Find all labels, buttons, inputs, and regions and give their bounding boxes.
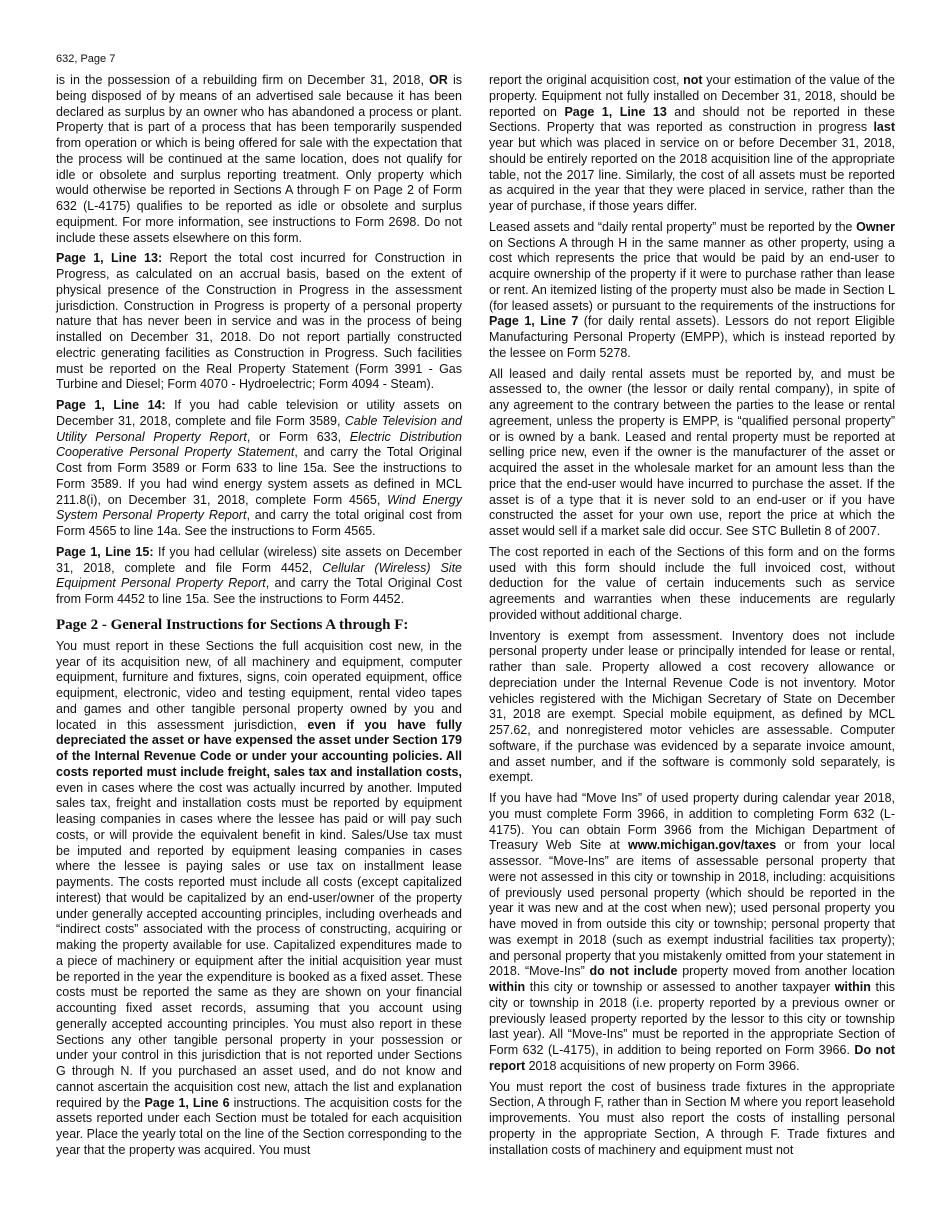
paragraph-line-15: Page 1, Line 15: If you had cellular (wireless) site assets on December 31, 2018, complete and file Form 4452, Cellular (Wireless) Site Equipment Personal Property Report, and carry the Total Original Cost from Form 4452 to line 15a. See the instructions to Form 4452. bbox=[56, 544, 463, 606]
paragraph-line-13: Page 1, Line 13: Report the total cost incurred for Construction in Progress, as calculated on an accrual basis, based on the extent of physical presence of the Construction in Progress in the assessment jurisdiction. Construction in Progress is property of a personal property nature that has never been in service and was in the process of being installed on December 31, 2018. Do not report partially constructed electric generating facilities as Construction in Progress. Such facilities must be reported on the Real Property Statement (Form 3991 - Gas Turbine and Diesel; Form 4070 - Hydroelectric; Form 4094 - Steam). bbox=[56, 251, 462, 392]
section-heading-page-2: Page 2 - General Instructions for Sections A through F: bbox=[56, 616, 409, 633]
paragraph-leased-rental-owner: All leased and daily rental assets must be reported by, and must be assessed to, the owner (the lessor or daily rental company), in spite of any agreement to the contrary between the parties to the lease or rental agreement, unless the property is EMPP, is “qualified personal property” or is owned by a bank. Leased and rental property must be reported at selling price new, even if the owner is the manufacturer of the asset or acquired the asset in the wholesale market for an amount less than the price that the end-user would have incurred to purchase the asset. If the asset is of a type that it is never sold to an end-user or if you have constructed the asset for your own use, report the price at which the asset would sell if a market sale did occur. See STC Bulletin 8 of 2007. bbox=[489, 366, 895, 538]
paragraph-idle-obsolete: is in the possession of a rebuilding firm on December 31, 2018, OR is being disposed of by means of an advertised sale because it has been declared as surplus by an owner who has abandoned a process or plant. Property that is part of a process that has been temporarily suspended from operation or which is being offered for sale with the expectation that the process will be continued at the same location, does not qualify for idle or obsolete and surplus reporting treatment. Only property which would otherwise be reported in Sections A through F on Page 2 of Form 632 (L-4175) qualifies to be reported as idle or obsolete and surplus equipment. For more information, see instructions to Form 2698. Do not include these assets elsewhere on this form. bbox=[56, 73, 463, 245]
paragraph-invoiced-cost: The cost reported in each of the Sections of this form and on the forms used with this form should include the full invoiced cost, without deduction for the value of certain inducements such as service agreements and warranties when these inducements are regularly provided without additional charge. bbox=[489, 544, 895, 622]
paragraph-general-instructions: You must report in these Sections the full acquisition cost new, in the year of its acquisition new, of all machinery and equipment, computer equipment, furniture and fixtures, signs, coin operated equipment, office equipment, electronic, video and testing equipment, rental video tapes and games and other tangible personal property owned by you and located in this assessment jurisdiction, even if you have fully depreciated the asset or have expensed the asset under Section 179 of the Internal Revenue Code or under your accounting policies. All costs reported must include freight, sales tax and installation costs, even in cases where the cost was actually incurred by another. Imputed sales tax, freight and installation costs must be reported by equipment leasing companies in cases where the lessee has paid or will pay such costs, or will provide the equivalent benefit in kind. Sales/Use tax must be imputed and reported by equipment leasing companies in cases where the lessee is paying sales or use tax on installment lease payments. The costs reported must include all costs (except capitalized interest) that would be capitalized by an end-user/owner of the property under generally accepted accounting principles, including overheads and “indirect costs” associated with the process of constructing, acquiring or making the property available for use. Capitalized expenditures made to a piece of machinery or equipment after the initial acquisition year must be reported in the year the expenditure is booked as a fixed asset. These costs must be reported the same as they are shown on your financial accounting fixed asset records, assuming that you account using generally accepted accounting principles. You must also report in these Sections any other tangible personal property in your possession or under your control in this jurisdiction that is not reported under Sections G through N. If you purchased an asset used, and do not know and cannot ascertain the acquisition cost new, attach the list and explanation required by the Page 1, Line 6 instructions. The acquisition costs for the assets reported under each Section must be totaled for each acquisition year. Place the yearly total on the line of the Section corresponding to the year that the property was acquired. You must bbox=[56, 638, 463, 1157]
page-number-header: 632, Page 7 bbox=[56, 53, 116, 65]
paragraph-acquisition-cost: report the original acquisition cost, not your estimation of the value of the property. Equipment not fully installed on December 31, 2018, should be reported on Page 1, Line 13 and should not be reported in these Sections. Property that was reported as construction in progress last year but which was placed in service on or before December 31, 2018, should be entirely reported on the 2018 acquisition line of the appropriate table, not the 2017 line. Similarly, the cost of all assets must be reported as acquired in the year that they were placed in service, rather than the year of purchase, if those years differ. bbox=[489, 73, 895, 213]
paragraph-move-ins: If you have had “Move Ins” of used property during calendar year 2018, you must complete Form 3966, in addition to completing Form 632 (L-4175). You can obtain Form 3966 from the Michigan Department of Treasury Web Site at www.michigan.gov/taxes or from your local assessor. “Move-Ins” are items of assessable personal property that were not assessed in this city or township in 2018, including: acquisitions of previously used personal property (which should be reported in the year it was new and at the cost when new); used personal property you have moved in from outside this city or township; personal property that was exempt in 2018 (such as exempt industrial facilities tax property); and personal property that you mistakenly omitted from your statement in 2018. “Move-Ins” do not include property moved from another location within this city or township or assessed to another taxpayer within this city or township in 2018 (i.e. property reported by a previous owner or previously leased property reported by the lessor to this city or township last year). All “Move-Ins” must be reported in the appropriate Section of Form 632 (L-4175), in addition to being reported on Form 3966. Do not report 2018 acquisitions of new property on Form 3966. bbox=[489, 791, 895, 1073]
paragraph-line-14: Page 1, Line 14: If you had cable television or utility assets on December 31, 2018, complete and file Form 3589, Cable Television and Utility Personal Property Report, or Form 633, Electric Distribution Cooperative Personal Property Statement, and carry the Total Original Cost from Form 3589 or Form 633 to line 15a. See the instructions to Form 3589. If you had wind energy system assets as defined in MCL 211.8(i), on December 31, 2018, complete Form 4565, Wind Energy System Personal Property Report, and carry the total original cost from Form 4565 to line 14a. See the instructions to Form 4565. bbox=[56, 398, 462, 538]
paragraph-leased-assets: Leased assets and “daily rental property” must be reported by the Owner on Sections A through H in the same manner as other property, using a cost which represents the price that would be paid by an end-user to acquire ownership of the property if it were to purchase rather than lease or rent. An itemized listing of the property must also be made in Section L (for leased assets) or pursuant to the requirements of the instructions for Page 1, Line 7 (for daily rental assets). Lessors do not report Eligible Manufacturing Personal Property (EMPP), which is instead reported by the lessee on Form 5278. bbox=[489, 219, 895, 360]
paragraph-inventory-exempt: Inventory is exempt from assessment. Inventory does not include personal property under lease or principally intended for lease or rental, rather than sale. Property allowed a cost recovery allowance or depreciation under the Internal Revenue Code is not inventory. Motor vehicles registered with the Michigan Secretary of State on December 31, 2018 are exempt. Special mobile equipment, as defined by MCL 257.62, and nonregistered motor vehicles are assessable. Computer software, if the purchase was evidenced by a separate invoice amount, and asset number, and if the software is commonly sold separately, is exempt. bbox=[489, 628, 895, 785]
right-column bbox=[489, 73, 895, 1163]
left-column bbox=[56, 73, 462, 1164]
paragraph-trade-fixtures: You must report the cost of business trade fixtures in the appropriate Section, A through F, rather than in Section M where you report leasehold improvements. You must also report the costs of installing personal property in the appropriate Section, A through F. Trade fixtures and installation costs of machinery and equipment must not bbox=[489, 1079, 895, 1157]
